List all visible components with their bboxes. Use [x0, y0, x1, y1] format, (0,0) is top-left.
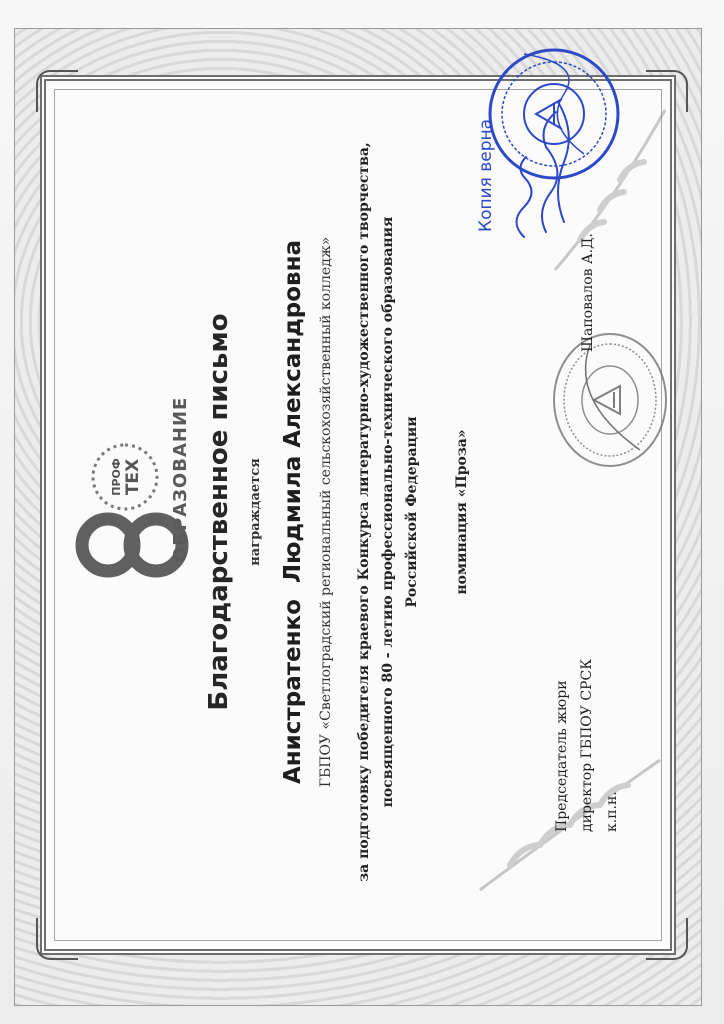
logo-word: ОБРАЗОВАНИЕ [170, 396, 191, 562]
logo-text-prof: ПРОФ [110, 458, 123, 496]
signature-title-line: Председатель жюри [554, 680, 570, 832]
reason-line: посвященного 80 - летию профессионально-технического образования [380, 216, 396, 808]
certificate-title: Благодарственное письмо [204, 313, 234, 711]
award-reason [352, 72, 424, 952]
logo-text-tech: ТЕХ [123, 458, 143, 496]
logo-number-mark: 80 [128, 538, 139, 552]
signer-name: Шаповалов А.Д. [580, 233, 596, 352]
signature-title-line: к.п.н. [604, 791, 620, 832]
recipient-name: Анистратенко Людмила Александровна [280, 239, 306, 785]
certificate-content [52, 72, 672, 952]
handwritten-signature-icon [504, 72, 574, 242]
copy-certified-note: Копия верна [476, 118, 496, 232]
official-seal-icon [550, 330, 670, 470]
awarded-label: награждается [248, 458, 263, 566]
nomination: номинация «Проза» [454, 429, 470, 595]
signature-block [550, 612, 625, 832]
organization-name: ГБПОУ «Светлоградский региональный сельскохозяйственный колледж» [318, 236, 334, 788]
reason-line: Российской Федерации [404, 416, 420, 608]
reason-line: за подготовку победителя краевого Конкурса литературно-художественного творчества, [356, 142, 372, 882]
signature-title-line: директор ГБПОУ СРСК [579, 658, 595, 832]
